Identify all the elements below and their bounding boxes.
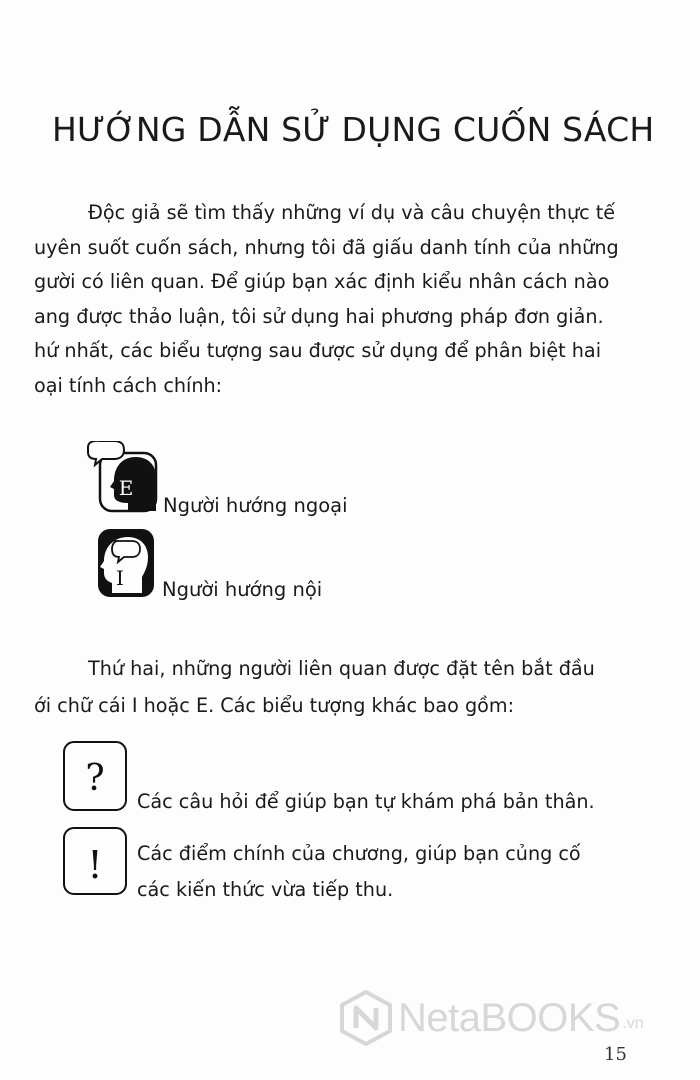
intro-line: gười có liên quan. Để giúp bạn xác định kiểu nhân cách nào [34,270,610,294]
intro-line: Độc giả sẽ tìm thấy những ví dụ và câu chuyện thực tế [88,201,616,224]
intro-line: ang được thảo luận, tôi sử dụng hai phương pháp đơn giản. [34,304,604,328]
introvert-label: Người hướng nội [162,578,323,601]
watermark-brand: NetaBOOKS [398,995,621,1040]
watermark-suffix: .vn [622,1015,644,1032]
exclamation-mark-icon [62,826,128,896]
intro-line: uyên suốt cuốn sách, nhưng tôi đã giấu danh tính của những [34,235,619,259]
question-mark-icon [62,740,128,812]
page-title: HƯỚNG DẪN SỬ DỤNG CUỐN SÁCH [52,110,655,149]
netabooks-logo-icon [340,990,392,1046]
watermark [340,990,644,1046]
exclamation-glyph: ! [87,843,103,887]
legend-extrovert [78,441,348,519]
introvert-head-icon [96,527,158,599]
exclamation-line: các kiến thức vừa tiếp thu. [137,878,394,901]
intro-line: oại tính cách chính: [34,373,223,397]
legend-introvert [96,527,322,599]
second-line: ới chữ cái I hoặc E. Các biểu tượng khác bao gồm: [34,694,515,717]
extrovert-label: Người hướng ngoại [163,494,348,517]
introvert-letter: I [116,566,124,590]
exclamation-line: Các điểm chính của chương, giúp bạn củng cố [137,842,581,865]
extrovert-letter: E [118,476,134,500]
intro-line: hứ nhất, các biểu tượng sau được sử dụng để phân biệt hai [34,339,602,363]
second-paragraph [34,650,674,724]
question-glyph: ? [85,758,105,799]
intro-paragraph [34,196,674,404]
question-label: Các câu hỏi để giúp bạn tự khám phá bản thân. [137,790,595,813]
extrovert-head-icon [78,441,168,519]
page-number: 15 [604,1044,627,1065]
second-line: Thứ hai, những người liên quan được đặt tên bắt đầu [88,657,595,680]
exclamation-label [137,836,581,908]
